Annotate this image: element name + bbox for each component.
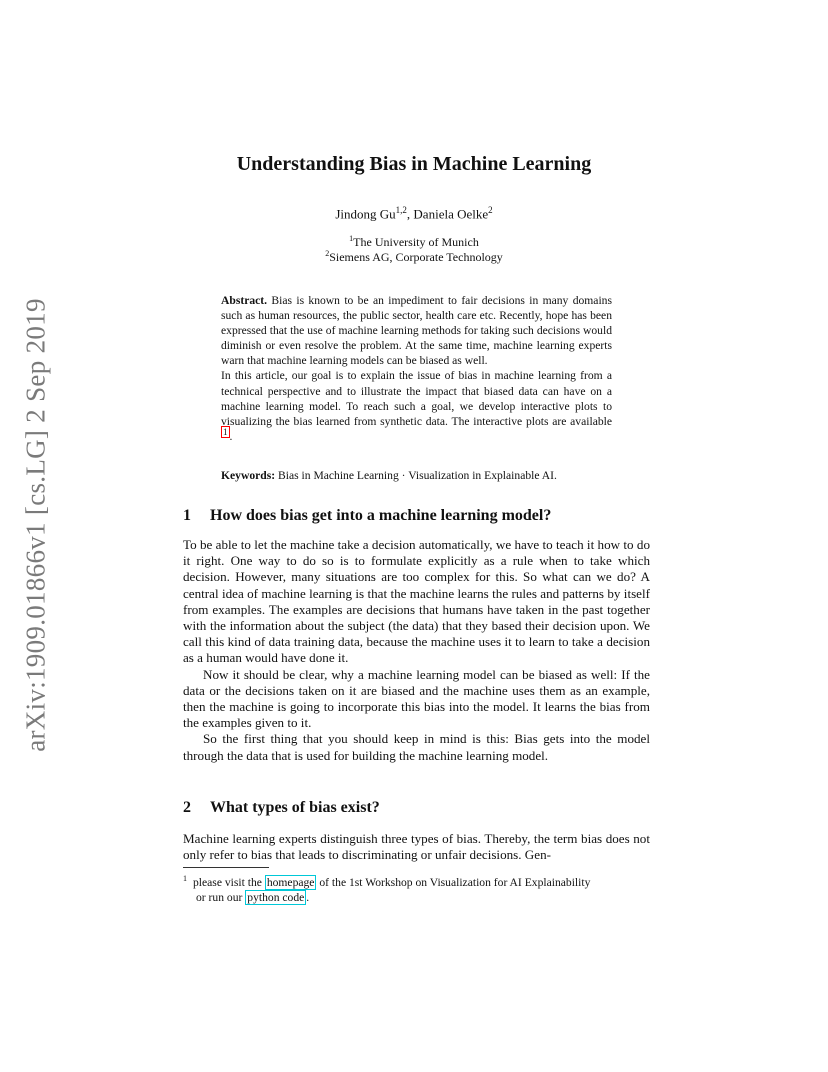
- section-title: What types of bias exist?: [210, 799, 380, 816]
- arxiv-identifier: arXiv:1909.01866v1 [cs.LG] 2 Sep 2019: [20, 298, 51, 752]
- author-list: [0, 205, 828, 222]
- keywords: [221, 469, 612, 482]
- affiliation-text: The University of Munich: [353, 235, 479, 249]
- section-body: [183, 831, 650, 863]
- section-number: 1: [183, 507, 191, 524]
- abstract-paragraph: [221, 368, 612, 443]
- footnote-text: .: [306, 890, 310, 904]
- author-name: Daniela Oelke: [413, 206, 489, 222]
- affiliation-marker: 1: [349, 234, 354, 243]
- footnote-line: [183, 871, 653, 890]
- paper-title: Understanding Bias in Machine Learning: [236, 153, 592, 175]
- section-heading: [183, 507, 551, 525]
- abstract-text-end: .: [229, 429, 233, 443]
- affiliation-marker: 1,2: [395, 205, 407, 215]
- section-body: [183, 537, 650, 764]
- author-separator: ,: [406, 206, 414, 222]
- keywords-label: Keywords:: [221, 469, 276, 482]
- footnote: [183, 871, 653, 905]
- abstract-text: Bias is known to be an impediment to fair decisions in many domains such as human resources, the public sector, health care etc. Recently, hope has been expressed that the use of machine learning methods for taking such decisions would diminish or even resolve the problem. At the same time, machine learning experts warn that machine learning models can be biased as well.: [221, 294, 612, 368]
- body-paragraph: To be able to let the machine take a decision automatically, we have to teach it how to do it right. One way to do so is to formulate explicitly as a rule when to take which decision. However, many situations are too complex for this. So what can we do? A central idea of machine learning is that the machine learns the rules and patterns by itself from examples. The examples are decisions that humans have taken in the past together with the information about the subject (the data) that they based their decision upon. We call this kind of data training data, because the machine uses it to learn to take a decision as a human would have done it.: [183, 537, 650, 666]
- abstract-paragraph: [221, 293, 612, 368]
- body-paragraph: So the first thing that you should keep in mind is this: Bias gets into the model through the data that is used for building the machine learning model.: [183, 731, 650, 763]
- section-title: How does bias get into a machine learning model?: [210, 507, 552, 524]
- author-name: Jindong Gu: [335, 206, 396, 222]
- keywords-text: Bias in Machine Learning · Visualization in Explainable AI.: [278, 469, 557, 482]
- footnote-text: please visit the: [193, 875, 262, 889]
- section-number: 2: [183, 799, 191, 816]
- abstract-label: Abstract.: [221, 294, 268, 307]
- affiliation-marker: 2: [488, 205, 493, 215]
- abstract-text: In this article, our goal is to explain the issue of bias in machine learning from a technical perspective and to illustrate the impact that biased data can have on a machine learning model. To reach such a goal, we develop interactive plots to visualizing the bias learned from synthetic data. The interactive plots are available: [221, 369, 612, 428]
- footnote-text: of the 1st Workshop on Visualization for AI Explainability: [319, 875, 591, 889]
- body-paragraph: Now it should be clear, why a machine learning model can be biased as well: If the data or the decisions taken on it are biased and the machine uses them as an example, then the machine is going to incorporate this bias into the model. It learns the bias from the examples given to it.: [183, 666, 650, 731]
- section-heading: [183, 799, 380, 817]
- affiliation: [0, 249, 828, 265]
- footnote-mark: 1: [183, 874, 187, 883]
- affiliation-text: Siemens AG, Corporate Technology: [329, 250, 503, 264]
- footnote-reference-link[interactable]: 1: [223, 426, 228, 437]
- abstract: [221, 293, 612, 444]
- affiliation: [0, 234, 828, 250]
- affiliation-marker: 2: [325, 249, 330, 258]
- footnote-line: [183, 890, 653, 905]
- footnote-divider: [183, 867, 269, 868]
- body-paragraph: Machine learning experts distinguish three types of bias. Thereby, the term bias does not only refer to bias that leads to discriminating or unfair decisions. Gen-: [183, 831, 650, 863]
- homepage-link[interactable]: homepage: [266, 875, 315, 889]
- python-code-link[interactable]: python code: [247, 890, 305, 904]
- footnote-text: or run our: [196, 890, 243, 904]
